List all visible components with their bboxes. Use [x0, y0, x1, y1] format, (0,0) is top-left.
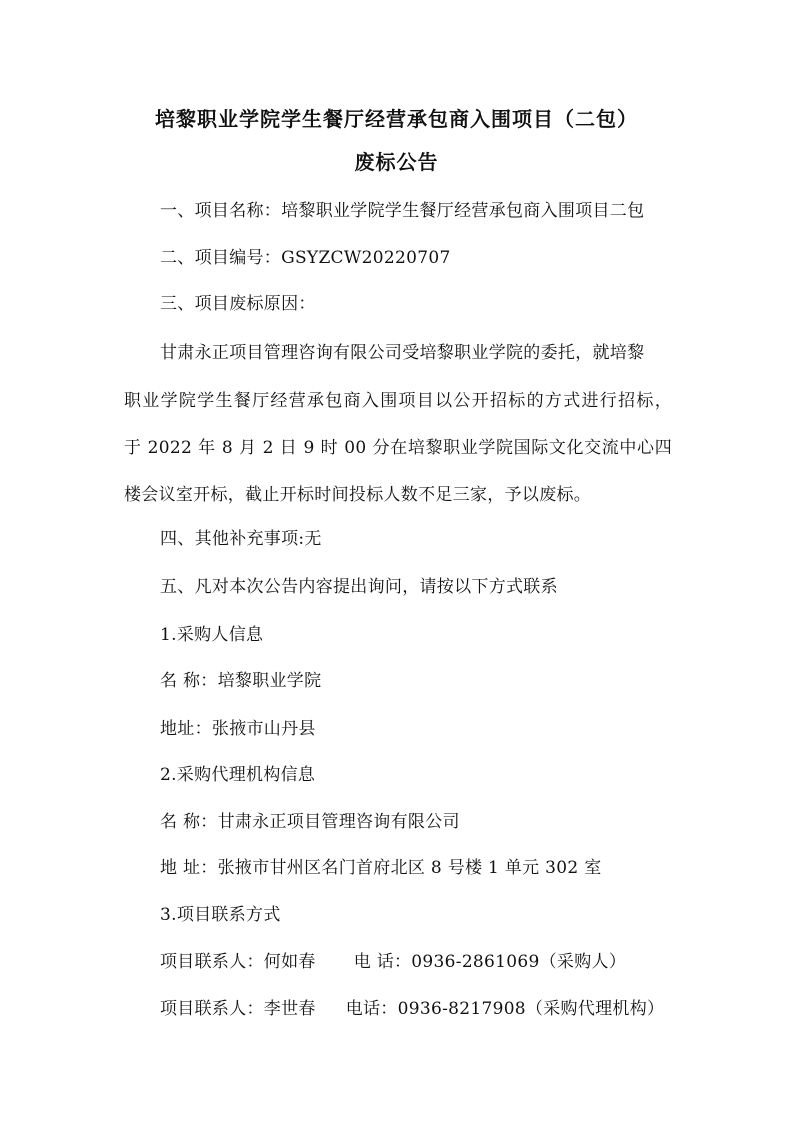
purchaser-name: 名 称：培黎职业学院 — [160, 671, 322, 691]
contact-person-agency: 项目联系人：李世春 — [160, 999, 316, 1019]
purchaser-address: 地址：张掖市山丹县 — [160, 719, 316, 739]
document-title: 培黎职业学院学生餐厅经营承包商入围项目（二包） — [155, 107, 638, 131]
contact-phone-agency: 电话：0936-8217908（采购代理机构） — [345, 999, 665, 1019]
inquiry-heading: 五、凡对本次公告内容提出询问，请按以下方式联系 — [160, 577, 558, 597]
agency-address: 地 址：张掖市甘州区名门首府北区 8 号楼 1 单元 302 室 — [160, 858, 602, 878]
contact-row-1 — [160, 951, 626, 973]
cancel-reason-paragraph-line-1: 甘肃永正项目管理咨询有限公司受培黎职业学院的委托，就培黎 — [160, 343, 645, 363]
contact-row-2 — [160, 998, 664, 1020]
project-name-line: 一、项目名称：培黎职业学院学生餐厅经营承包商入围项目二包 — [160, 201, 645, 221]
contact-phone-purchaser: 电 话：0936-2861069（采购人） — [353, 952, 627, 972]
agency-name: 名 称：甘肃永正项目管理咨询有限公司 — [160, 812, 460, 832]
cancel-reason-heading: 三、项目废标原因： — [160, 294, 316, 314]
contact-heading: 3.项目联系方式 — [160, 905, 281, 925]
cancel-reason-paragraph-line-3: 于 2022 年 8 月 2 日 9 时 00 分在培黎职业学院国际文化交流中心四 — [124, 438, 672, 458]
cancel-reason-paragraph-line-4: 楼会议室开标，截止开标时间投标人数不足三家，予以废标。 — [124, 485, 592, 505]
cancel-reason-paragraph-line-2: 职业学院学生餐厅经营承包商入围项目以公开招标的方式进行招标， — [124, 391, 672, 411]
project-number-line: 二、项目编号：GSYZCW20220707 — [160, 248, 451, 268]
document-subtitle: 废标公告 — [354, 150, 439, 174]
purchaser-heading: 1.采购人信息 — [160, 625, 264, 645]
other-matters-line: 四、其他补充事项:无 — [160, 529, 322, 549]
contact-person-purchaser: 项目联系人：何如春 — [160, 952, 316, 972]
agency-heading: 2.采购代理机构信息 — [160, 765, 316, 785]
